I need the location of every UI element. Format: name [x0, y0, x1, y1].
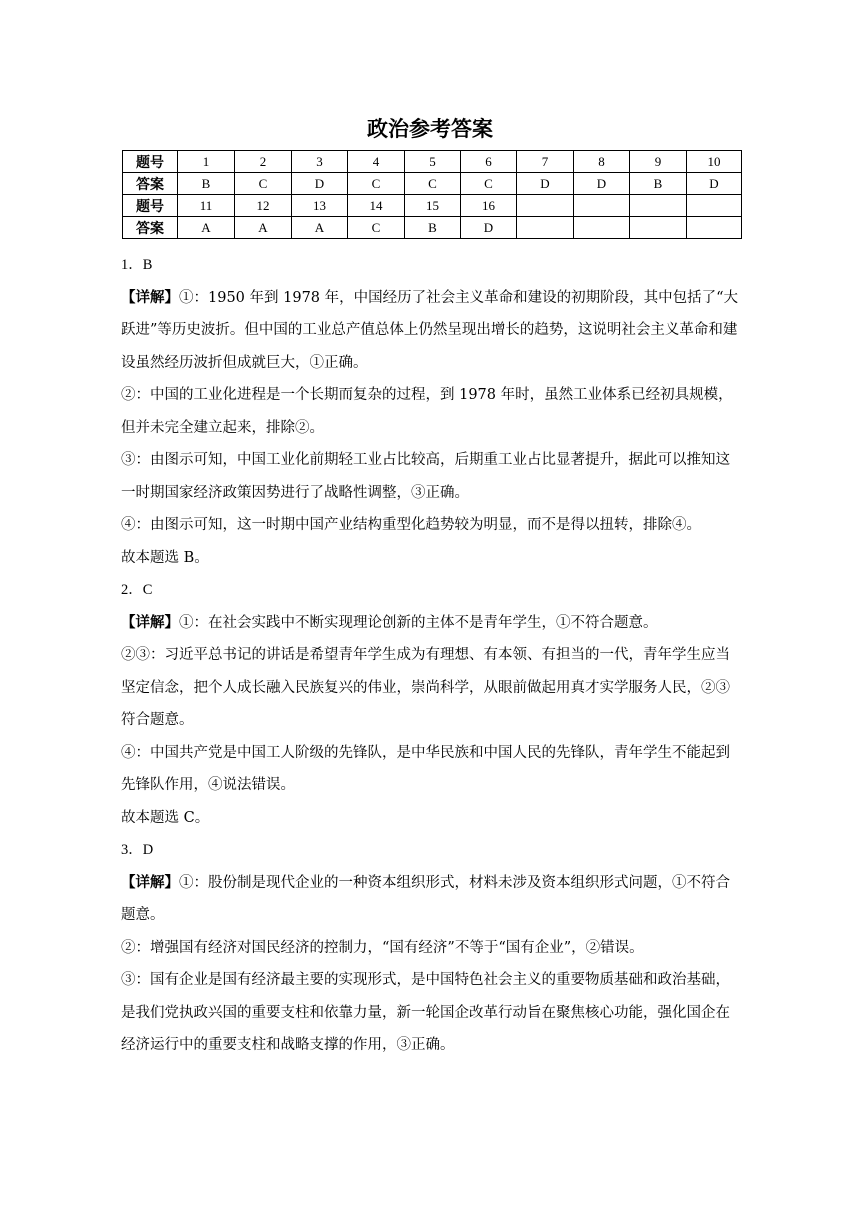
answer-table-cell: D	[517, 173, 574, 195]
answer-table-cell: C	[461, 173, 517, 195]
detail-tag: 【详解】	[121, 873, 179, 891]
answer-table-cell: C	[348, 173, 405, 195]
answer-table-cell: 3	[292, 151, 348, 173]
answer-table-cell	[630, 195, 687, 217]
answer-table-cell: 2	[235, 151, 292, 173]
question-number: 3．D	[121, 842, 154, 858]
answer-table-cell: 11	[178, 195, 235, 217]
answer-table-cell: 9	[630, 151, 687, 173]
answer-table-header-cell: 题号	[123, 151, 178, 173]
answer-table-header-cell: 答案	[123, 173, 178, 195]
explanation-paragraph	[121, 379, 741, 444]
answer-table-cell: D	[292, 173, 348, 195]
answer-table-cell	[517, 195, 574, 217]
question-number: 2．C	[121, 582, 153, 598]
answer-explanations	[121, 249, 741, 1062]
answer-table-cell: D	[687, 173, 742, 195]
answer-table-cell	[687, 217, 742, 239]
explanation-paragraph	[121, 639, 741, 737]
answer-table	[122, 150, 742, 239]
explanation-paragraph	[121, 932, 741, 965]
explanation-text: ②③：习近平总书记的讲话是希望青年学生成为有理想、有本领、有担当的一代，青年学生应当坚定信念，把个人成长融入民族复兴的伟业，崇尚科学，从眼前做起用真才实学服务人民，②③符合题意。	[121, 647, 730, 728]
answer-table-cell: B	[178, 173, 235, 195]
answer-table-cell: 10	[687, 151, 742, 173]
answer-table-cell: 7	[517, 151, 574, 173]
answer-table-row	[123, 151, 742, 173]
explanation-paragraph	[121, 509, 741, 542]
answer-table-cell: 15	[405, 195, 461, 217]
answer-table-cell: C	[405, 173, 461, 195]
explanation-text: ④：由图示可知，这一时期中国产业结构重型化趋势较为明显，而不是得以扭转，排除④。	[121, 517, 701, 533]
answer-table-cell: C	[348, 217, 405, 239]
explanation-paragraph	[121, 282, 741, 380]
answer-table-cell: D	[574, 173, 630, 195]
explanation-text: ④：中国共产党是中国工人阶级的先锋队，是中华民族和中国人民的先锋队，青年学生不能起到先锋队作用，④说法错误。	[121, 744, 730, 793]
explanation-text: ③：由图示可知，中国工业化前期轻工业占比较高，后期重工业占比显著提升，据此可以推知这一时期国家经济政策因势进行了战略性调整，③正确。	[121, 452, 730, 501]
answer-table-cell: 1	[178, 151, 235, 173]
explanation-paragraph	[121, 867, 741, 932]
explanation-text: ②：增强国有经济对国民经济的控制力，“国有经济”不等于“国有企业”，②错误。	[121, 939, 644, 956]
answer-table-cell	[517, 217, 574, 239]
detail-tag: 【详解】	[121, 613, 179, 631]
explanation-text: ①：股份制是现代企业的一种资本组织形式，材料未涉及资本组织形式问题，①不符合题意。	[121, 874, 730, 923]
answer-table-cell	[687, 195, 742, 217]
explanation-paragraph	[121, 964, 741, 1062]
explanation-paragraph	[121, 802, 741, 835]
answer-table-cell	[574, 195, 630, 217]
answer-table-row	[123, 195, 742, 217]
answer-table-cell: B	[405, 217, 461, 239]
answer-table-cell: D	[461, 217, 517, 239]
explanation-text: 故本题选 C。	[121, 809, 210, 826]
explanation-paragraph	[121, 737, 741, 802]
answer-table-body	[123, 151, 742, 239]
question-number: 1．B	[121, 257, 153, 273]
explanation-text: ①：在社会实践中不断实现理论创新的主体不是青年学生，①不符合题意。	[179, 614, 658, 631]
explanation-paragraph	[121, 444, 741, 509]
answer-table-cell	[574, 217, 630, 239]
explanation-text: ②：中国的工业化进程是一个长期而复杂的过程，到 1978 年时，虽然工业体系已经初具规模，但并未完全建立起来，排除②。	[121, 387, 733, 436]
explanation-text: 故本题选 B。	[121, 549, 209, 566]
answer-table-cell	[630, 217, 687, 239]
answer-table-header-cell: 答案	[123, 217, 178, 239]
answer-table-header-cell: 题号	[123, 195, 178, 217]
explanation-text: ①：1950 年到 1978 年，中国经历了社会主义革命和建设的初期阶段，其中包括了“大跃进”等历史波折。但中国的工业总产值总体上仍然呈现出增长的趋势，这说明社会主义革命和建设虽然经历波折但成就巨大，①正确。	[121, 289, 739, 371]
detail-tag: 【详解】	[121, 288, 179, 306]
explanation-paragraph	[121, 607, 741, 640]
answer-table-cell: 12	[235, 195, 292, 217]
answer-table-cell: 5	[405, 151, 461, 173]
answer-table-cell: B	[630, 173, 687, 195]
answer-table-cell: A	[292, 217, 348, 239]
answer-table-cell: A	[178, 217, 235, 239]
explanation-text: ③：国有企业是国有经济最主要的实现形式，是中国特色社会主义的重要物质基础和政治基础，是我们党执政兴国的重要支柱和依靠力量，新一轮国企改革行动旨在聚焦核心功能，强化国企在经济运行中的重要支柱和战略支撑的作用，③正确。	[121, 972, 730, 1053]
answer-table-cell: 4	[348, 151, 405, 173]
answer-table-row	[123, 217, 742, 239]
answer-table-cell: 6	[461, 151, 517, 173]
answer-table-cell: A	[235, 217, 292, 239]
answer-table-cell: 14	[348, 195, 405, 217]
explanation-paragraph	[121, 542, 741, 575]
answer-table-row	[123, 173, 742, 195]
page-title: 政治参考答案	[367, 117, 493, 141]
answer-table-cell: C	[235, 173, 292, 195]
answer-table-cell: 8	[574, 151, 630, 173]
answer-table-cell: 16	[461, 195, 517, 217]
answer-table-cell: 13	[292, 195, 348, 217]
